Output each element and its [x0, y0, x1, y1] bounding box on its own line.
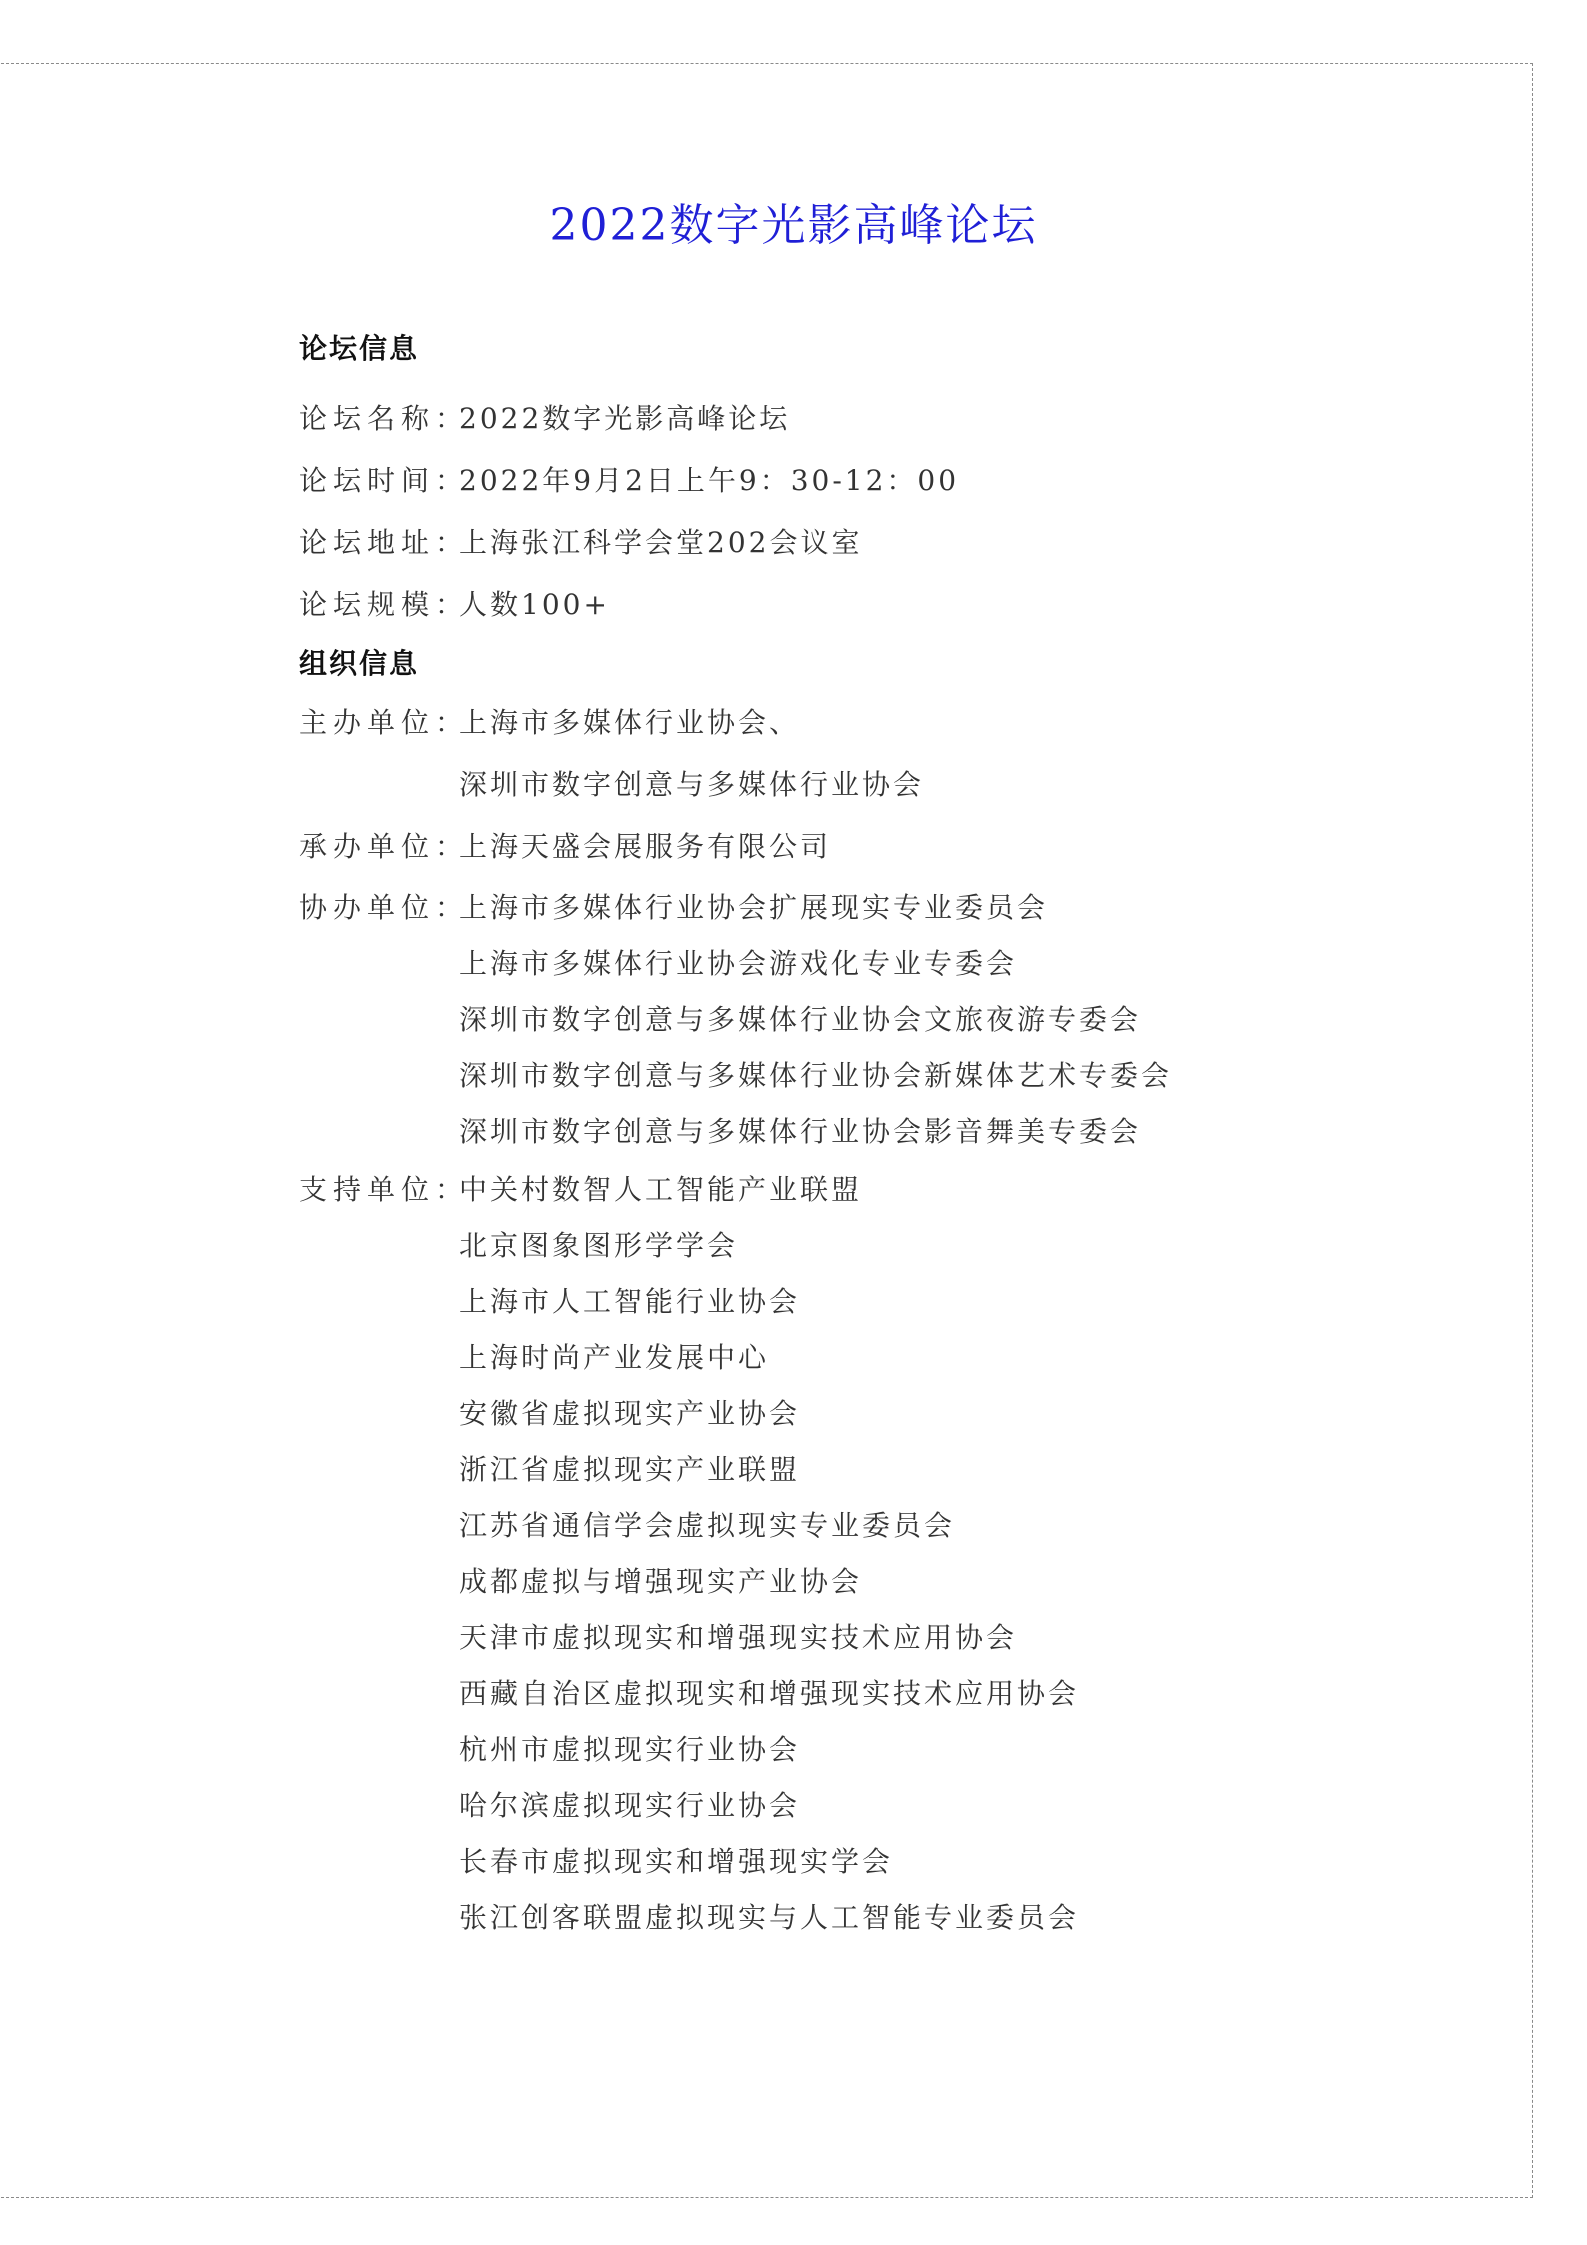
support-item: 长春市虚拟现实和增强现实学会: [459, 1845, 894, 1878]
support-item: 中关村数智人工智能产业联盟: [459, 1173, 863, 1206]
support-item: 上海市人工智能行业协会: [459, 1285, 801, 1318]
host-item: 上海市多媒体行业协会、: [459, 706, 801, 739]
support-item: 江苏省通信学会虚拟现实专业委员会: [459, 1509, 956, 1542]
forum-time-value: 2022年9月2日上午9：30-12：00: [459, 464, 960, 497]
support-item: 天津市虚拟现实和增强现实技术应用协会: [459, 1621, 1018, 1654]
support-item: 上海时尚产业发展中心: [459, 1341, 770, 1374]
host-list: [459, 692, 924, 816]
support-item: 杭州市虚拟现实行业协会: [459, 1733, 801, 1766]
assist-item: 上海市多媒体行业协会扩展现实专业委员会: [459, 891, 1049, 924]
assist-list: [459, 880, 1172, 1160]
forum-address-label: 论坛地址：: [299, 526, 470, 559]
document-body: [299, 326, 1299, 1946]
forum-name-label: 论坛名称：: [299, 402, 470, 435]
assist-item: 深圳市数字创意与多媒体行业协会文旅夜游专委会: [459, 1003, 1142, 1036]
forum-address-row: [299, 512, 1299, 574]
assist-item: 上海市多媒体行业协会游戏化专业专委会: [459, 947, 1018, 980]
support-list: [459, 1162, 1079, 1946]
host-units: [299, 692, 1299, 816]
forum-info-heading: 论坛信息: [299, 332, 420, 365]
support-item: 浙江省虚拟现实产业联盟: [459, 1453, 801, 1486]
page-title: 2022数字光影高峰论坛: [549, 200, 1038, 251]
support-item: 成都虚拟与增强现实产业协会: [459, 1565, 863, 1598]
support-item: 张江创客联盟虚拟现实与人工智能专业委员会: [459, 1901, 1080, 1934]
support-item: 北京图象图形学学会: [459, 1229, 739, 1262]
organizer-label: 承办单位：: [299, 830, 470, 863]
forum-scale-row: [299, 574, 1299, 636]
assist-item: 深圳市数字创意与多媒体行业协会新媒体艺术专委会: [459, 1059, 1173, 1092]
org-info-heading: 组织信息: [299, 647, 420, 680]
support-label: 支持单位：: [299, 1173, 470, 1206]
forum-address-value: 上海张江科学会堂202会议室: [459, 526, 863, 559]
forum-scale-label: 论坛规模：: [299, 588, 470, 621]
organizer-value: 上海天盛会展服务有限公司: [459, 830, 832, 863]
forum-name-row: [299, 388, 1299, 450]
organizer-row: [299, 816, 1299, 878]
support-item: 安徽省虚拟现实产业协会: [459, 1397, 801, 1430]
support-item: 西藏自治区虚拟现实和增强现实技术应用协会: [459, 1677, 1080, 1710]
assist-units: [299, 880, 1299, 1160]
host-label: 主办单位：: [299, 706, 470, 739]
host-item: 深圳市数字创意与多媒体行业协会: [459, 768, 925, 801]
assist-label: 协办单位：: [299, 891, 470, 924]
support-units: [299, 1162, 1299, 1946]
forum-time-row: [299, 450, 1299, 512]
assist-item: 深圳市数字创意与多媒体行业协会影音舞美专委会: [459, 1115, 1142, 1148]
support-item: 哈尔滨虚拟现实行业协会: [459, 1789, 801, 1822]
forum-time-label: 论坛时间：: [299, 464, 470, 497]
forum-name-value: 2022数字光影高峰论坛: [459, 402, 791, 435]
forum-scale-value: 人数100+: [459, 588, 610, 621]
